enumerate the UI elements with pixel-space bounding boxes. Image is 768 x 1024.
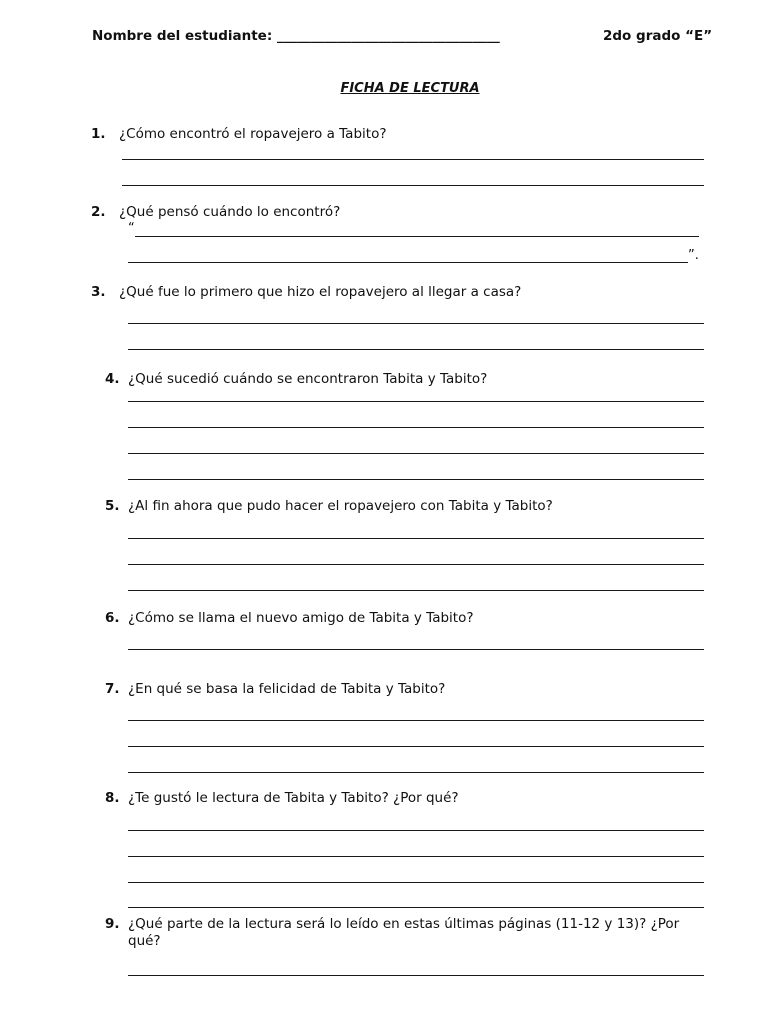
answer-line[interactable] bbox=[135, 236, 699, 237]
answer-line[interactable] bbox=[128, 856, 704, 857]
answer-line[interactable] bbox=[122, 159, 704, 160]
question-text: ¿En qué se basa la felicidad de Tabita y Tabito? bbox=[128, 681, 446, 697]
grade-label: 2do grado “E” bbox=[603, 28, 713, 44]
answer-line[interactable] bbox=[128, 907, 704, 908]
question-text-continued: qué? bbox=[128, 933, 161, 949]
answer-line[interactable] bbox=[128, 882, 704, 883]
question-text: ¿Qué parte de la lectura será lo leído en estas últimas páginas (11-12 y 13)? ¿Por bbox=[128, 916, 680, 932]
question-text: ¿Qué sucedió cuándo se encontraron Tabita y Tabito? bbox=[128, 371, 488, 387]
student-name-field[interactable]: Nombre del estudiante: _________________________________ bbox=[92, 28, 500, 44]
question-text: ¿Qué fue lo primero que hizo el ropavejero al llegar a casa? bbox=[119, 284, 522, 300]
question-number: 1. bbox=[91, 126, 106, 142]
question-number: 2. bbox=[91, 204, 106, 220]
question-number: 5. bbox=[105, 498, 120, 514]
answer-line[interactable] bbox=[128, 349, 704, 350]
open-quote: “ bbox=[128, 221, 135, 236]
question-number: 7. bbox=[105, 681, 120, 697]
answer-line[interactable] bbox=[122, 185, 704, 186]
question-text: ¿Qué pensó cuándo lo encontró? bbox=[119, 204, 341, 220]
question-text: ¿Te gustó le lectura de Tabita y Tabito? ¿Por qué? bbox=[128, 790, 459, 806]
close-quote: ”. bbox=[688, 248, 699, 263]
answer-line[interactable] bbox=[128, 590, 704, 591]
answer-line[interactable] bbox=[128, 401, 704, 402]
answer-line[interactable] bbox=[128, 262, 688, 263]
question-number: 6. bbox=[105, 610, 120, 626]
page-title: FICHA DE LECTURA bbox=[340, 81, 480, 96]
answer-line[interactable] bbox=[128, 975, 704, 976]
answer-line[interactable] bbox=[128, 830, 704, 831]
question-number: 9. bbox=[105, 916, 120, 932]
answer-line[interactable] bbox=[128, 649, 704, 650]
answer-line[interactable] bbox=[128, 746, 704, 747]
answer-line[interactable] bbox=[128, 427, 704, 428]
answer-line[interactable] bbox=[128, 564, 704, 565]
question-number: 3. bbox=[91, 284, 106, 300]
question-text: ¿Cómo se llama el nuevo amigo de Tabita y Tabito? bbox=[128, 610, 474, 626]
question-number: 4. bbox=[105, 371, 120, 387]
question-text: ¿Cómo encontró el ropavejero a Tabito? bbox=[119, 126, 387, 142]
answer-line[interactable] bbox=[128, 453, 704, 454]
question-text: ¿Al fin ahora que pudo hacer el ropavejero con Tabita y Tabito? bbox=[128, 498, 553, 514]
answer-line[interactable] bbox=[128, 538, 704, 539]
question-number: 8. bbox=[105, 790, 120, 806]
answer-line[interactable] bbox=[128, 772, 704, 773]
answer-line[interactable] bbox=[128, 479, 704, 480]
answer-line[interactable] bbox=[128, 323, 704, 324]
answer-line[interactable] bbox=[128, 720, 704, 721]
